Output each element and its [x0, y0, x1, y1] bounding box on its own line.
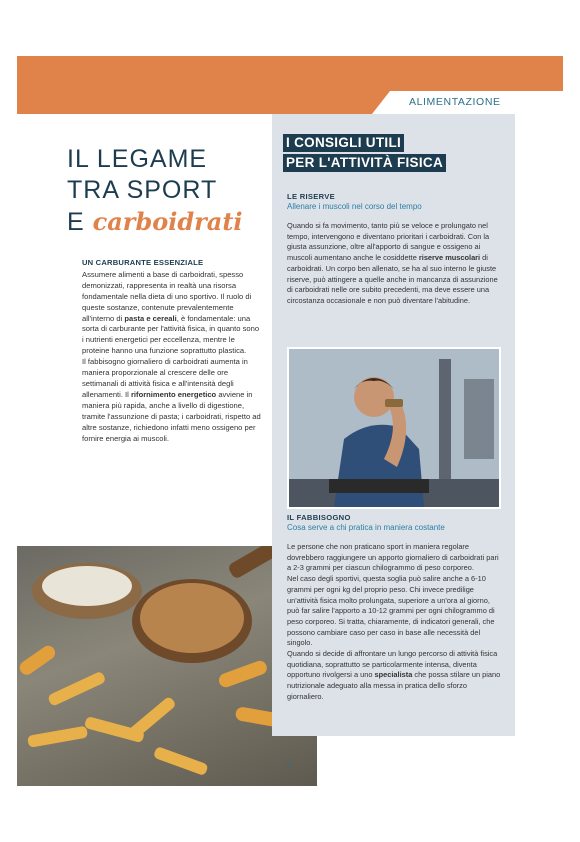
- title-line-1: IL LEGAME: [67, 145, 208, 173]
- fabbisogno-p3-text-a: Quando si decide di affrontare un lungo percorso di attività fisica quotidiana, soprattutto se particolarmente intensa, diventa opportuno rivolgersi a uno: [287, 649, 498, 680]
- left-p2-bold: rifornimento energetico: [130, 389, 217, 399]
- panel-title-line-1: I CONSIGLI UTILI: [283, 134, 404, 152]
- gym-machine: [439, 359, 451, 499]
- panel-title: [283, 134, 446, 174]
- flour: [42, 566, 132, 606]
- energy-bar: [385, 399, 403, 407]
- left-p1-text-b: , è fondamentale: una sorta di carburante per l'attività fisica, in quanto sono i nutrienti energetici per eccellenza, mentre le proteine hanno una funzione soprattutto plastica.: [82, 313, 260, 356]
- left-column: [82, 258, 262, 444]
- fabbisogno-paragraph-1: Le persone che non praticano sport in maniera regolare dovrebbero raggiungere un apporto giornaliero di carboidrati pari a 2-3 grammi per ciascun chilogrammo di peso corporeo.: [287, 542, 499, 573]
- gym-bench: [329, 479, 429, 493]
- section-label: ALIMENTAZIONE: [409, 96, 501, 108]
- page-number: 7: [287, 760, 292, 769]
- left-paragraph-1: [82, 270, 262, 357]
- fabbisogno-p3-text-b: che possa stilare un piano nutrizionale adeguato alla messa in pratica dello sforzo giornaliero.: [287, 670, 501, 701]
- fabbisogno-paragraph-2: Nel caso degli sportivi, questa soglia può salire anche a 6-10 grammi per ogni kg del proprio peso. Chi invece predilige un'attività fisica molto prolungata, superiore a un'ora al giorno, può far salire l'apporto a 10-12 grammi per ogni chilogrammo di peso corporeo. Si tratta, chiaramente, di indicatori generali, che possono cambiare caso per caso in base alle necessità del singolo.: [287, 574, 495, 648]
- fabbisogno-p3-bold: specialista: [374, 670, 413, 680]
- fabbisogno-paragraph-3: [287, 649, 503, 703]
- left-p2-text-b: avviene in maniera più rapida, anche a livello di digestione, tramite l'assunzione di pasta; i carboidrati, rispetto ad altre sostanze, richiedono infatti meno ossigeno per fornire energia ai muscoli.: [82, 389, 261, 443]
- riserve-subtitle: Allenare i muscoli nel corso del tempo: [287, 202, 422, 211]
- fabbisogno-subtitle: Cosa serve a chi pratica in maniera costante: [287, 523, 445, 532]
- gym-rack: [464, 379, 494, 459]
- title-line-3: [67, 206, 243, 238]
- left-p2-text-a: Il fabbisogno giornaliero di carboidrati aumenta in maniera proporzionale al crescere delle ore settimanali di attività fisica e all'intensità degli allenamenti. Il: [82, 357, 248, 399]
- riserve-text-bold: riserve muscolari: [418, 253, 481, 263]
- magazine-page: [17, 56, 563, 786]
- athlete-illustration: [289, 349, 499, 507]
- penne-pasta: [27, 671, 209, 776]
- left-p1-text-a: Assumere alimenti a base di carboidrati, spesso demonizzati, rappresenta in realtà una risorsa fondamentale nella dieta di uno sportivo. Il ruolo di queste sostanze, contenute prevalentemente all'interno di: [82, 269, 252, 323]
- panel-title-line-2: PER L'ATTIVITÀ FISICA: [283, 154, 446, 172]
- fabbisogno-heading: IL FABBISOGNO: [287, 513, 351, 522]
- left-paragraph-2: [82, 357, 262, 444]
- title-line-3-prefix: E: [67, 208, 85, 236]
- title-line-2: TRA SPORT: [67, 176, 218, 204]
- left-p1-bold: pasta e cereali: [124, 313, 177, 323]
- riserve-text: [287, 221, 503, 307]
- wheat-grains: [140, 583, 244, 653]
- riserve-heading: LE RISERVE: [287, 192, 336, 201]
- riserve-section: [287, 192, 503, 307]
- athlete-head: [354, 377, 394, 417]
- left-heading: UN CARBURANTE ESSENZIALE: [82, 258, 204, 267]
- riserve-text-a: Quando si fa movimento, tanto più se veloce e prolungato nel tempo, intervengono e diventano prioritari i carboidrati. Con la giusta assunzione, oltre all'apporto di sangue e ossigeno ai muscoli aumentano anche le cosiddette: [287, 221, 490, 263]
- article-title: [67, 144, 243, 238]
- fabbisogno-section: [287, 513, 503, 703]
- riserve-text-b: di carboidrati. Un corpo ben allenato, se ha al suo interno le giuste riserve, può attingere a quelle anche in mancanza di assunzione di carboidrati nelle ore subito precedenti, ma deve essere una circostanza occasionale e non può diventare l'abitudine.: [287, 253, 498, 305]
- title-script-word: carboidrati: [92, 207, 243, 236]
- athlete-eating-bar-photo: [287, 347, 501, 509]
